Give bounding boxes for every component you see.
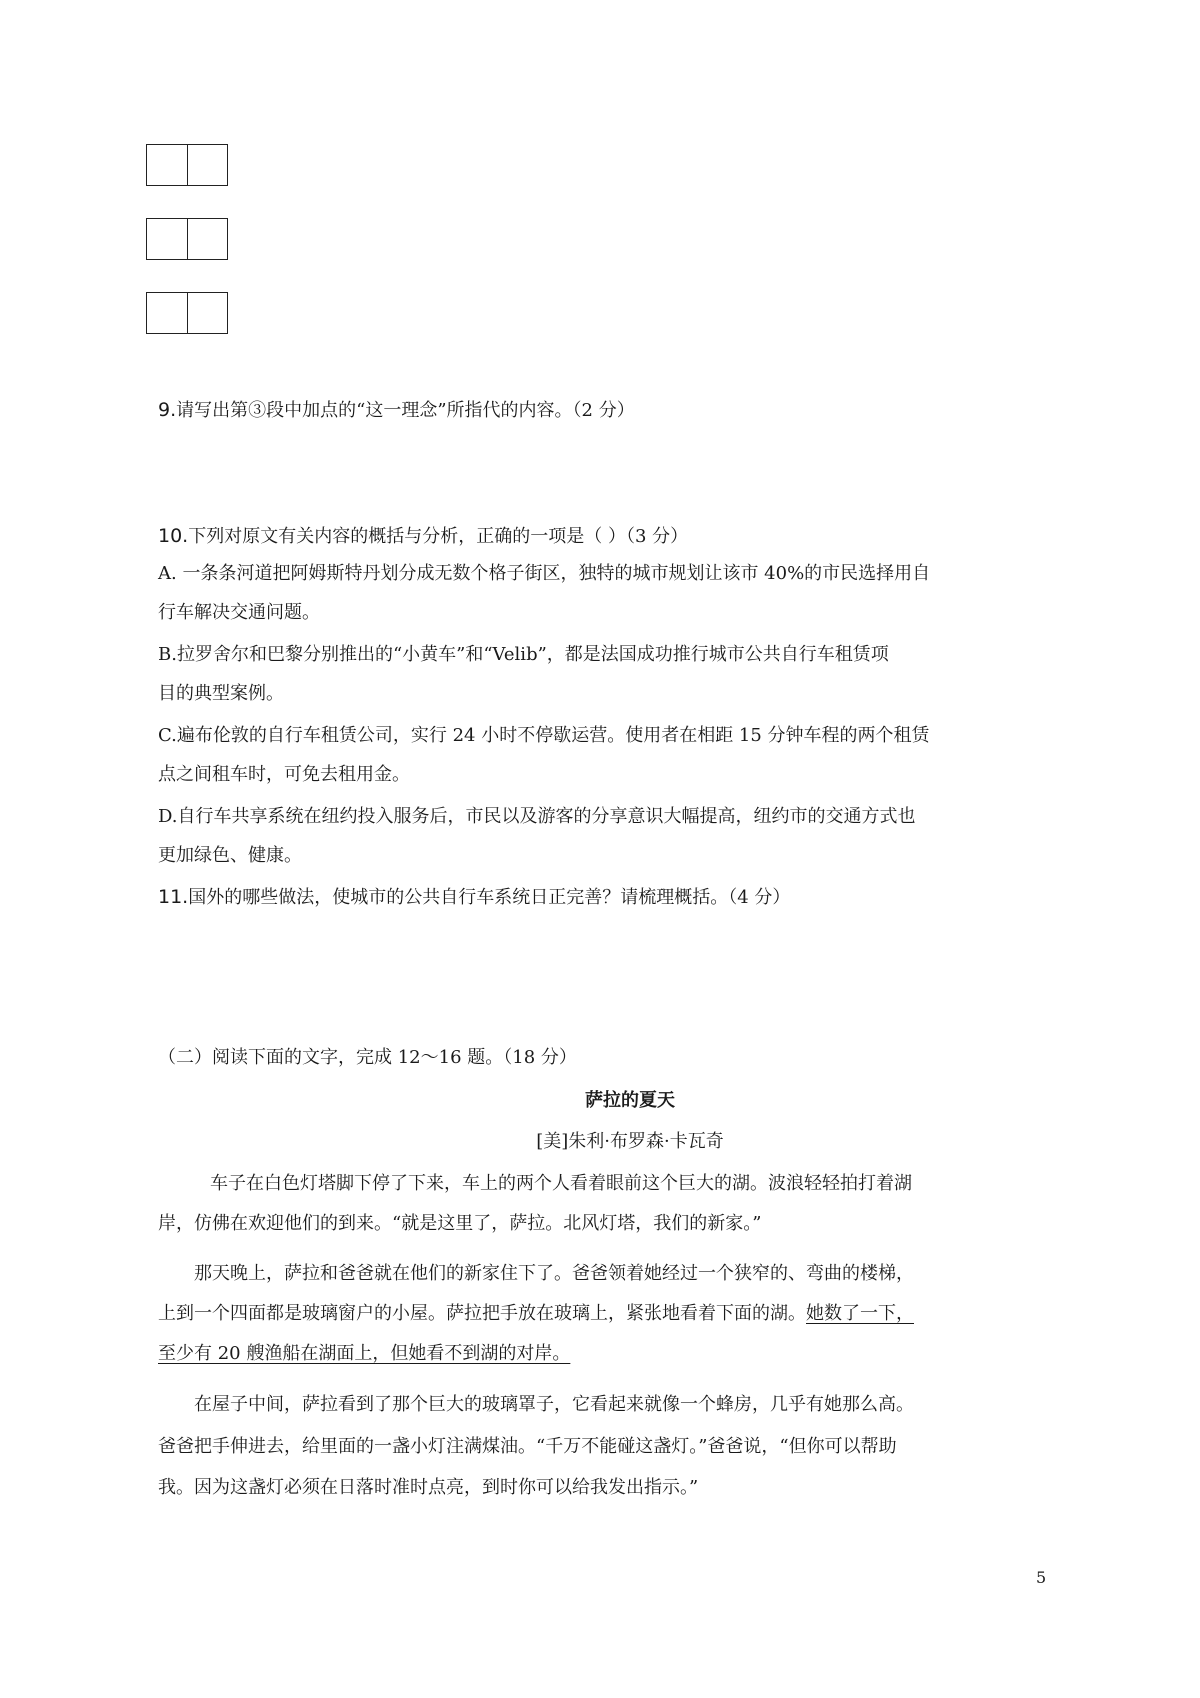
option-c-line-1: C.遍布伦敦的自行车租赁公司，实行 24 小时不停歇运营。使用者在相距 15 分钟车程的两个租赁 [158,725,930,746]
paragraph-3-line-2 [158,1435,1058,1459]
question-text: 国外的哪些做法，使城市的公共自行车系统日正完善？请梳理概括。（4 分） [188,887,791,908]
paragraph-text: 上到一个四面都是玻璃窗户的小屋。萨拉把手放在玻璃上，紧张地看着下面的湖。 [158,1303,806,1324]
answer-box [188,218,229,260]
paragraph-text: 爸爸把手伸进去， [158,1436,302,1457]
answer-box-pair [146,218,228,260]
paragraph-1-line-1: 车子在白色灯塔脚下停了下来，车上的两个人看着眼前这个巨大的湖。波浪轻轻拍打着湖 [210,1173,912,1194]
answer-box-pair [146,144,228,186]
story-title: 萨拉的夏天 [585,1090,675,1111]
paragraph-3-line-1: 在屋子中间，萨拉看到了那个巨大的玻璃罩子，它看起来就像一个蜂房，几乎有她那么高。 [194,1394,914,1415]
option-a-line-1: A. 一条条河道把阿姆斯特丹划分成无数个格子街区，独特的城市规划让该市 40%的市民选择用自 [158,563,931,584]
option-c-line-2: 点之间租车时，可免去租用金。 [158,764,410,785]
question-number: 11. [158,886,189,908]
paragraph-2-line-3 [158,1342,1058,1366]
section-heading: （二）阅读下面的文字，完成 12～16 题。（18 分） [158,1047,577,1068]
paragraph-3-line-3: 我。因为这盏灯必须在日落时准时点亮，到时你可以给我发出指示。” [158,1477,699,1498]
paragraph-1-line-2: 岸，仿佛在欢迎他们的到来。“就是这里了，萨拉。北风灯塔，我们的新家。” [158,1213,762,1234]
option-a-line-2: 行车解决交通问题。 [158,602,320,623]
question-11 [158,885,1058,910]
answer-box [146,144,188,186]
answer-box [146,292,188,334]
paragraph-2-line-1: 那天晚上，萨拉和爸爸就在他们的新家住下了。爸爸领着她经过一个狭窄的、弯曲的楼梯， [194,1263,914,1284]
paragraph-text: 给里面的一盏小灯注满煤油。“千万不能碰这盏灯。”爸爸说，“但你可以帮助 [302,1436,897,1457]
answer-box [188,144,229,186]
paragraph-2-line-2 [158,1302,1058,1326]
question-number: 9. [158,399,177,421]
underlined-text: 她数了一下， [806,1303,914,1324]
question-9 [158,398,1058,423]
page-number: 5 [1036,1568,1047,1587]
question-10 [158,524,1058,549]
story-author: [美]朱利·布罗森·卡瓦奇 [536,1131,724,1152]
question-text: 下列对原文有关内容的概括与分析，正确的一项是（ ）（3 分） [188,526,689,547]
underlined-text: 至少有 20 艘渔船在湖面上，但她看不到湖的对岸。 [158,1343,571,1364]
option-b-line-2: 目的典型案例。 [158,683,284,704]
answer-box [146,218,188,260]
question-text: 请写出第③段中加点的“这一理念”所指代的内容。（2 分） [176,400,635,421]
question-number: 10. [158,525,189,547]
answer-box [188,292,229,334]
option-d-line-1: D.自行车共享系统在纽约投入服务后，市民以及游客的分享意识大幅提高，纽约市的交通方式也 [158,806,916,827]
option-b-line-1: B.拉罗舍尔和巴黎分别推出的“小黄车”和“Velib”，都是法国成功推行城市公共自行车租赁项 [158,644,889,665]
option-d-line-2: 更加绿色、健康。 [158,845,302,866]
answer-box-pair [146,292,228,334]
